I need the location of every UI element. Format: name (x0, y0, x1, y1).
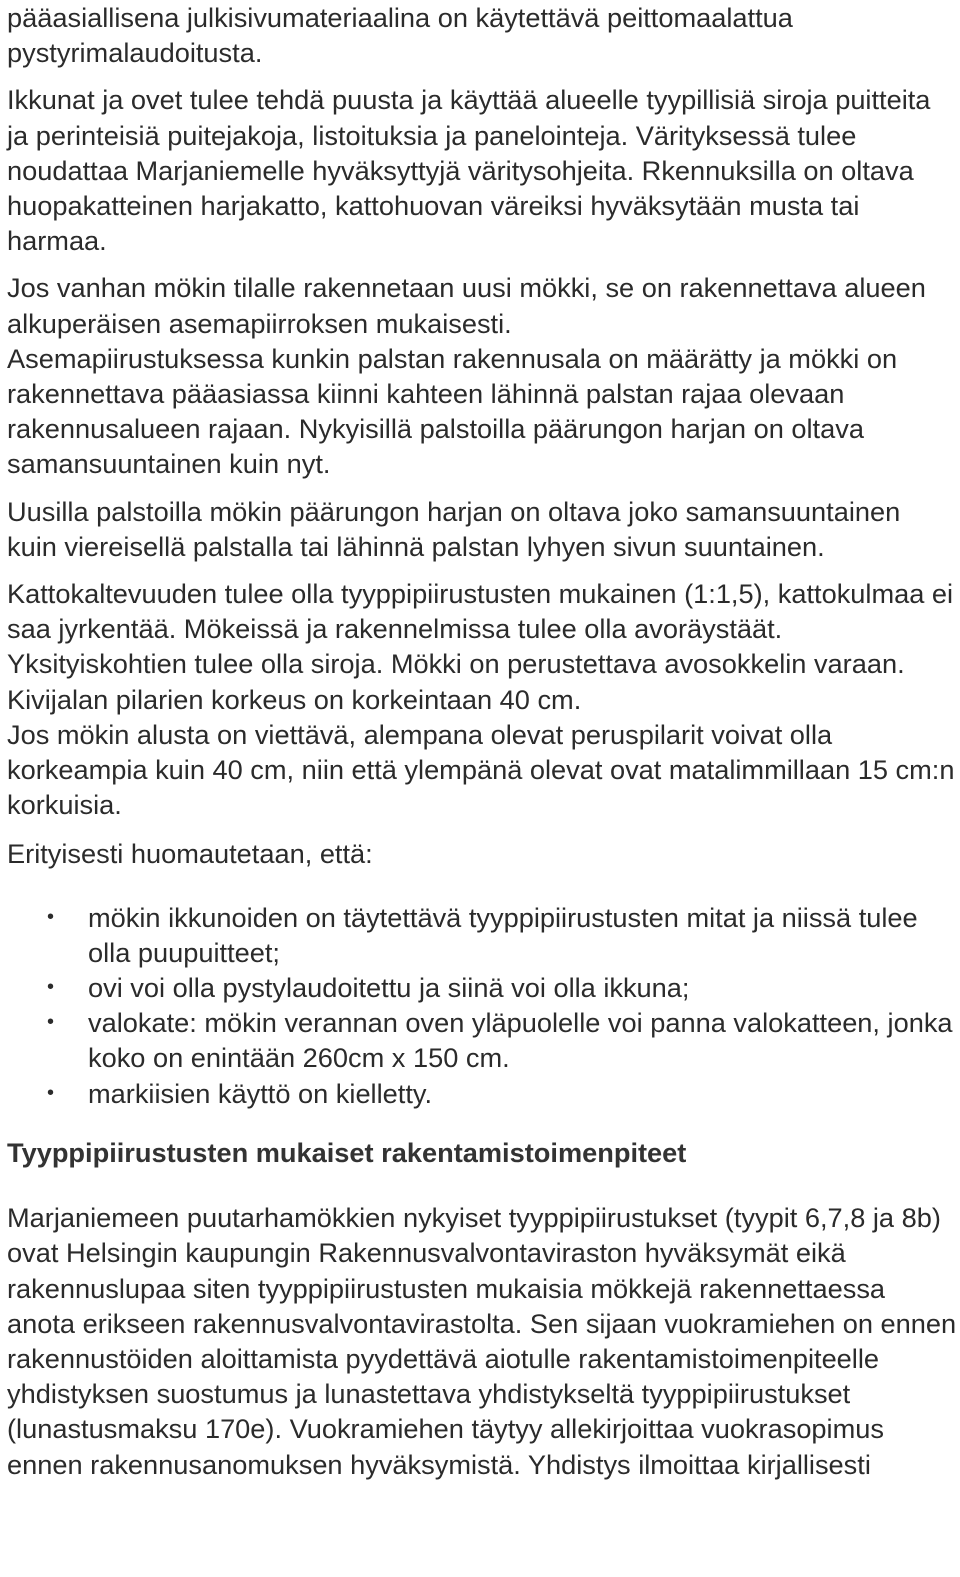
list-item (7, 1076, 957, 1111)
bullet-icon: • (47, 1081, 55, 1104)
list-item (7, 1005, 957, 1075)
paragraph-new-plots: Uusilla palstoilla mökin päärungon harjan on oltava joko samansuuntainen kuin viereisellä palstalla tai lähinnä palstan lyhyen sivun suuntainen. (7, 495, 901, 562)
list-item (7, 900, 957, 970)
list-item-text: ovi voi olla pystylaudoitettu ja siinä voi olla ikkuna; (88, 972, 690, 1004)
list-item (7, 970, 957, 1005)
paragraph-site-plan: Asemapiirustuksessa kunkin palstan rakennusala on määrätty ja mökki on rakennettava pääasiassa kiinni kahteen lähinnä palstan rajaa olevaan rakennusalueen rajaan. Nykyisillä palstoilla päärungon harjan on oltava samansuuntainen kuin nyt. (7, 342, 898, 480)
paragraph-roof-slope: Kattokaltevuuden tulee olla tyyppipiirustusten mukainen (1:1,5), kattokulmaa ei saa jyrkentää. Mökeissä ja rakennelmissa tulee olla avoräystäät. Yksityiskohtien tulee olla siroja. Mökki on perustettava avosokkelin varaan. Kivijalan pilarien korkeus on korkeintaan 40 cm. (7, 578, 954, 715)
special-notes-list (7, 900, 957, 1111)
list-item-text: markiisien käyttö on kielletty. (88, 1077, 432, 1109)
paragraph-sloping-base: Jos mökin alusta on viettävä, alempana olevat peruspilarit voivat olla korkeampia kuin 40 cm, niin että ylempänä olevat ovat matalimmillaan 15 cm:n korkuisia. (7, 718, 955, 821)
bullet-icon: • (47, 976, 55, 999)
bullet-icon: • (47, 1011, 55, 1034)
paragraph-facade-material: pääasiallisena julkisivumateriaalina on käytettävä peittomaalattua pystyrimalaudoitusta. (7, 2, 793, 69)
bullet-icon: • (47, 905, 55, 928)
list-item-text: mökin ikkunoiden on täytettävä tyyppipiirustusten mitat ja niissä tulee olla puupuitteet; (88, 901, 918, 968)
list-item-text: valokate: mökin verannan oven yläpuolelle voi panna valokatteen, jonka koko on enintään 260cm x 150 cm. (88, 1007, 953, 1074)
paragraph-windows-doors: Ikkunat ja ovet tulee tehdä puusta ja käyttää alueelle tyypillisiä siroja puitteita ja perinteisiä puitejakoja, listoituksia ja panelointeja. Värityksessä tulee noudattaa Marjaniemelle hyväksyttyjä väritysohjeita. Rkennuksilla on oltava huopakatteinen harjakatto, kattohuovan väreiksi hyväksytään musta tai harmaa. (7, 84, 931, 257)
document-body (7, 0, 957, 1482)
paragraph-new-cottage: Jos vanhan mökin tilalle rakennetaan uusi mökki, se on rakennettava alueen alkuperäisen asemapiirroksen mukaisesti. (7, 272, 926, 339)
section-heading: Tyyppipiirustusten mukaiset rakentamistoimenpiteet (7, 1136, 687, 1168)
paragraph-type-drawings: Marjaniemeen puutarhamökkien nykyiset tyyppipiirustukset (tyypit 6,7,8 ja 8b) ovat Helsingin kaupungin Rakennusvalvontaviraston hyväksymät eikä rakennuslupaa siten tyyppipiirustusten mukaisia mökkejä rakennettaessa anota erikseen rakennusvalvontavirastolta. Sen sijaan vuokramiehen on ennen rakennustöiden aloittamista pyydettävä aiotulle rakentamistoimenpiteelle yhdistyksen suostumus ja lunastettava yhdistykseltä tyyppipiirustukset (lunastusmaksu 170e). Vuokramiehen täytyy allekirjoittaa vuokrasopimus ennen rakennusanomuksen hyväksymistä. Yhdistys ilmoittaa kirjallisesti (7, 1202, 957, 1480)
paragraph-special-notes-intro: Erityisesti huomautetaan, että: (7, 838, 373, 870)
